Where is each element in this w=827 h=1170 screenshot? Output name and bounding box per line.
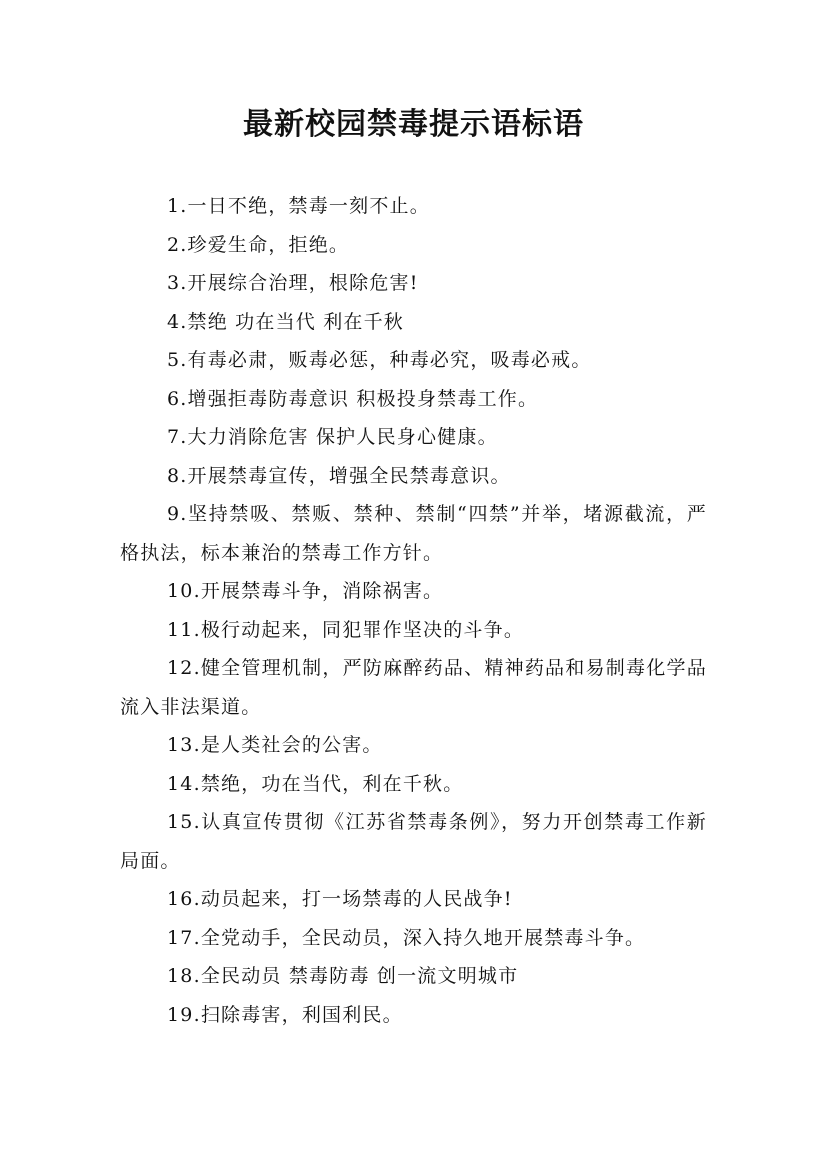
document-title: 最新校园禁毒提示语标语 [243,107,584,142]
slogan-item-8: 8.开展禁毒宣传，增强全民禁毒意识。 [167,464,511,487]
slogan-item-15: 15.认真宣传贯彻《江苏省禁毒条例》，努力开创禁毒工作新局面。 [120,811,707,872]
slogan-item-1: 1.一日不绝，禁毒一刻不止。 [167,195,430,217]
slogan-item-17: 17.全党动手，全民动员，深入持久地开展禁毒斗争。 [167,926,646,949]
slogan-item-5: 5.有毒必肃，贩毒必惩，种毒必究，吸毒必戒。 [167,349,592,371]
slogan-item-10: 10.开展禁毒斗争，消除祸害。 [167,580,444,602]
slogan-item-14: 14.禁绝，功在当代，利在千秋。 [167,772,464,795]
slogan-item-2: 2.珍爱生命，拒绝。 [167,233,350,256]
slogan-item-11: 11.极行动起来，同犯罪作坚决的斗争。 [167,618,525,641]
slogan-item-13: 13.是人类社会的公害。 [167,734,383,756]
slogan-item-18: 18.全民动员 禁毒防毒 创一流文明城市 [167,965,519,987]
slogan-list [120,187,707,1034]
slogan-item-9: 9.坚持禁吸、禁贩、禁种、禁制“四禁”并举，堵源截流，严格执法，标本兼治的禁毒工作方针。 [120,503,707,564]
slogan-item-16: 16.动员起来，打一场禁毒的人民战争! [167,888,513,910]
slogan-item-7: 7.大力消除危害 保护人民身心健康。 [167,426,498,448]
slogan-item-12: 12.健全管理机制，严防麻醉药品、精神药品和易制毒化学品流入非法渠道。 [120,657,707,718]
slogan-item-4: 4.禁绝 功在当代 利在千秋 [167,310,405,333]
slogan-item-6: 6.增强拒毒防毒意识 积极投身禁毒工作。 [167,387,539,410]
slogan-item-3: 3.开展综合治理，根除危害! [167,272,419,294]
slogan-item-19: 19.扫除毒害，利国利民。 [167,1003,403,1026]
